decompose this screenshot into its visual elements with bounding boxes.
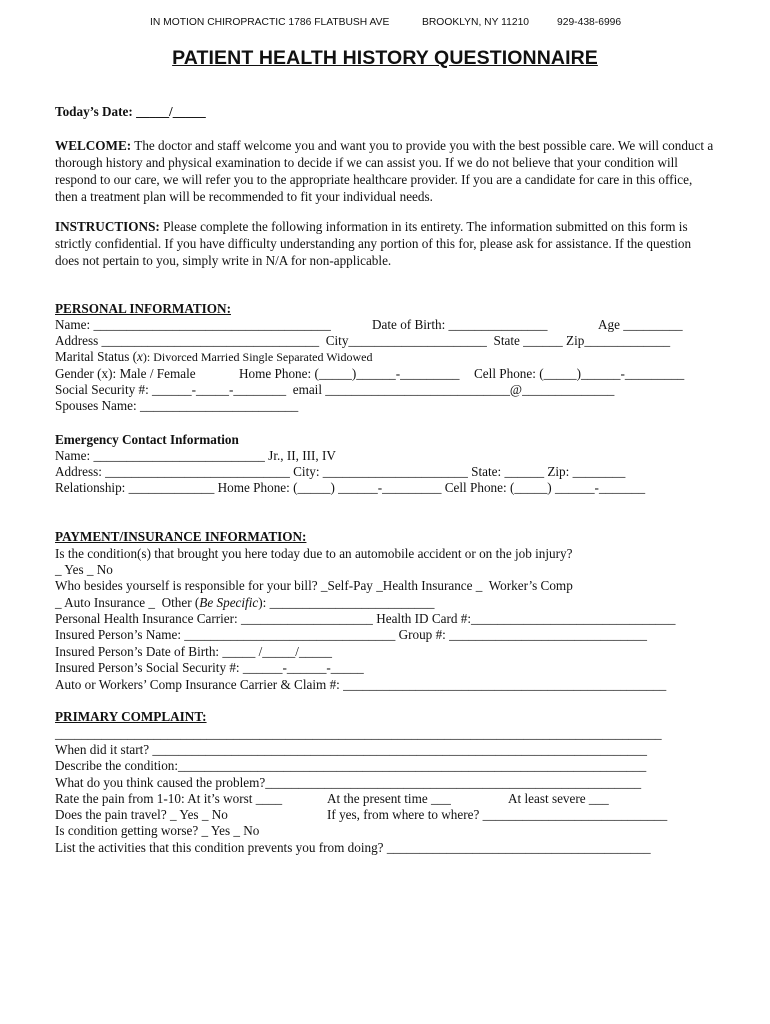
activities-prevented-field[interactable]: List the activities that this condition prevents you from doing? ________________________________________ xyxy=(55,840,651,855)
accident-question: Is the condition(s) that brought you here today due to an automobile accident or on the job injury? xyxy=(55,546,573,561)
auto-insurance-prefix: _ Auto Insurance _ Other ( xyxy=(55,595,200,610)
personal-info-heading: PERSONAL INFORMATION: xyxy=(55,301,231,316)
practice-city: BROOKLYN, NY 11210 xyxy=(422,17,530,28)
page-header xyxy=(0,17,770,31)
emergency-contact-heading: Emergency Contact Information xyxy=(55,432,239,447)
emergency-address-field[interactable]: Address: ____________________________ City: ______________________ State: ______ Zip: ________ xyxy=(55,464,626,479)
marital-x: x xyxy=(137,349,143,364)
emergency-name-field[interactable]: Name: __________________________ Jr., II, III, IV xyxy=(55,448,336,463)
marital-options: ): Divorced Married Single Separated Widowed xyxy=(142,350,373,364)
complaint-describe-field[interactable]: Describe the condition:_______________________________________________________________________ xyxy=(55,758,647,773)
complaint-start-field[interactable]: When did it start? ___________________________________________________________________________ xyxy=(55,742,647,757)
cell-phone-field[interactable]: Cell Phone: (_____)______-_________ xyxy=(474,366,685,381)
instructions-label: INSTRUCTIONS: xyxy=(55,219,160,234)
insured-name-field[interactable]: Insured Person’s Name: ________________________________ Group #: ______________________________ xyxy=(55,627,647,642)
instructions-text: Please complete the following information in its entirety. The information submitted on this form is strictly confidential. If you have difficulty understanding any portion of this for, please ask for assistance. If the question does not pertain to you, simply write in N/A for non-applicable. xyxy=(55,219,692,268)
payment-info-heading: PAYMENT/INSURANCE INFORMATION: xyxy=(55,529,307,544)
auto-claim-field[interactable]: Auto or Workers’ Comp Insurance Carrier & Claim #: _________________________________________________ xyxy=(55,677,667,692)
marital-status-field[interactable] xyxy=(55,349,372,365)
page-title: PATIENT HEALTH HISTORY QUESTIONNAIRE xyxy=(172,47,598,69)
marital-status-label: Marital Status ( xyxy=(55,349,138,364)
home-phone-field[interactable]: Home Phone: (_____)______-_________ xyxy=(239,366,460,381)
pain-travel-where-field[interactable]: If yes, from where to where? ____________________________ xyxy=(327,807,668,822)
complaint-cause-field[interactable]: What do you think caused the problem?_________________________________________________________ xyxy=(55,775,642,790)
pain-worst-field[interactable]: Rate the pain from 1-10: At it’s worst ____ xyxy=(55,791,283,806)
gender-field[interactable]: Gender (x): Male / Female xyxy=(55,366,196,381)
practice-address: IN MOTION CHIROPRACTIC 1786 FLATBUSH AVE xyxy=(150,17,390,28)
insured-ssn-field[interactable]: Insured Person’s Social Security #: ______-______-_____ xyxy=(55,660,364,675)
insured-dob-field[interactable]: Insured Person’s Date of Birth: _____ /_____/_____ xyxy=(55,644,332,659)
condition-worse-field[interactable]: Is condition getting worse? _ Yes _ No xyxy=(55,823,260,838)
pain-travel-field[interactable]: Does the pain travel? _ Yes _ No xyxy=(55,807,228,822)
todays-date-field[interactable]: Today’s Date: _____/_____ xyxy=(55,104,206,119)
address-field[interactable]: Address _________________________________ City_____________________ State ______ Zip_____________ xyxy=(55,333,671,348)
responsible-party-field[interactable]: Who besides yourself is responsible for your bill? _Self-Pay _Health Insurance _ Worker’s Comp xyxy=(55,578,573,593)
instructions-paragraph xyxy=(55,218,715,269)
auto-specify: Be Specific xyxy=(199,595,259,610)
dob-field[interactable]: Date of Birth: _______________ xyxy=(372,317,548,332)
age-field[interactable]: Age _________ xyxy=(598,317,683,332)
emergency-relationship-field[interactable]: Relationship: _____________ Home Phone: (_____) ______-_________ Cell Phone: (_____) ______-_______ xyxy=(55,480,646,495)
auto-insurance-suffix: ): _________________________ xyxy=(258,595,435,610)
ssn-email-field[interactable]: Social Security #: ______-_____-________ email ____________________________@______________ xyxy=(55,382,615,397)
welcome-label: WELCOME: xyxy=(55,138,132,153)
accident-yes-no[interactable]: _ Yes _ No xyxy=(55,562,113,577)
auto-insurance-field[interactable] xyxy=(55,595,434,611)
welcome-paragraph xyxy=(55,137,715,205)
name-field[interactable]: Name: ____________________________________ xyxy=(55,317,331,332)
pain-least-field[interactable]: At least severe ___ xyxy=(508,791,609,806)
practice-phone: 929-438-6996 xyxy=(557,17,622,28)
spouse-name-field[interactable]: Spouses Name: ________________________ xyxy=(55,398,299,413)
complaint-blank-line[interactable]: ____________________________________________________________________________________________ xyxy=(55,726,662,741)
pain-present-field[interactable]: At the present time ___ xyxy=(327,791,451,806)
insurance-carrier-field[interactable]: Personal Health Insurance Carrier: ____________________ Health ID Card #:_______________________________ xyxy=(55,611,676,626)
welcome-text: The doctor and staff welcome you and want you to provide you with the best possible care. We will conduct a thorough history and physical examination to decide if we can assist you. If we do not believe that your condition will respond to our care, we will refer you to the appropriate healthcare provider. If you are a candidate for care in this office, then a treatment plan will be recommended to fit your individual needs. xyxy=(55,138,714,204)
primary-complaint-heading: PRIMARY COMPLAINT: xyxy=(55,709,207,724)
